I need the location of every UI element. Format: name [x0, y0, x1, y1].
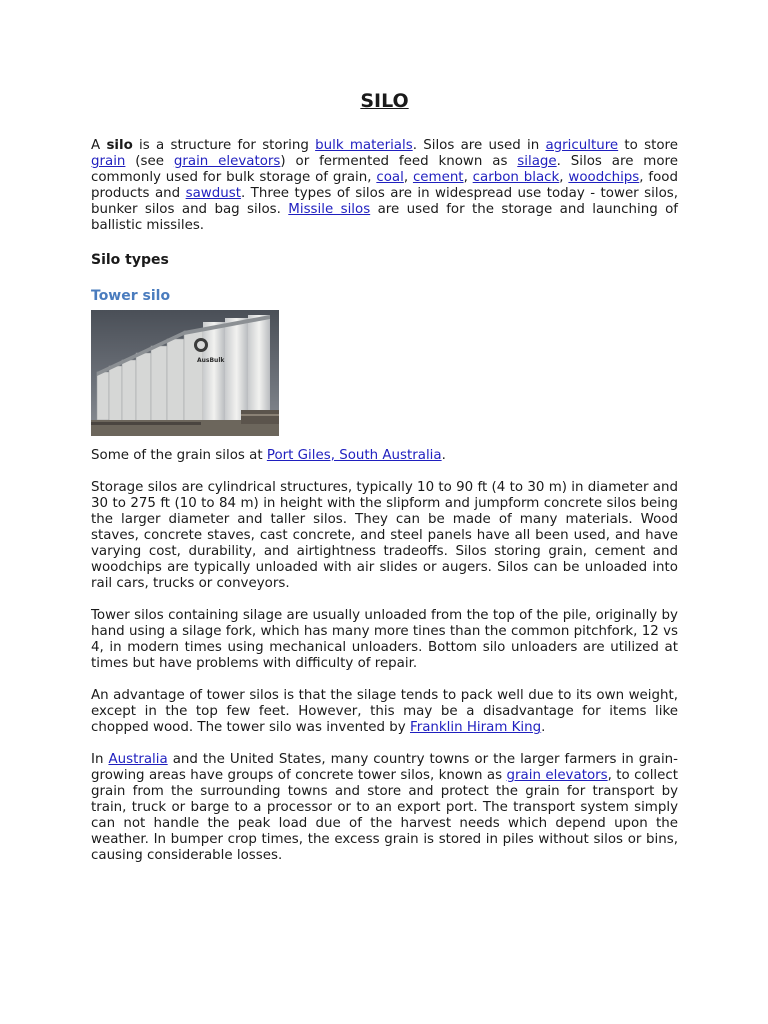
tower-silo-photo — [91, 310, 279, 436]
link-franklin-hiram-king[interactable]: Franklin Hiram King — [409, 720, 542, 735]
link-agriculture[interactable]: agriculture — [545, 138, 619, 153]
page-title: SILO — [360, 90, 409, 112]
document-page — [91, 86, 678, 880]
link-port-giles[interactable]: Port Giles, South Australia — [266, 448, 442, 463]
link-australia[interactable]: Australia — [108, 752, 168, 767]
silo-term: silo — [106, 138, 133, 153]
intro-paragraph: A silo is a structure for storing bulk materials. Silos are used in agriculture to store grain (see grain elevators) or fermented feed known as silage. Silos are more commonly used for bulk storage of grain, coal, cement, carbon black, woodchips, food products and sawdust. Three types of silos are in widespread use today - tower silos, bunker silos and bag silos. Missile silos are used for the storage and launching of ballistic missiles. — [91, 138, 678, 233]
link-silage[interactable]: silage — [517, 154, 557, 169]
australia-paragraph: In Australia and the United States, many country towns or the larger farmers in grain-growing areas have groups of concrete tower silos, known as grain elevators, to collect grain from the surrounding towns and store and protect the grain for transport by train, truck or barge to a processor or to an export port. The transport system simply can not handle the peak load due of the harvest needs which depend upon the weather. In bumper crop times, the excess grain is stored in piles without silos or bins, causing considerable losses. — [91, 752, 678, 863]
storage-silos-paragraph: Storage silos are cylindrical structures, typically 10 to 90 ft (4 to 30 m) in diameter and 30 to 275 ft (10 to 84 m) in height with the slipform and jumpform concrete silos being the larger diameter and taller silos. They can be made of many materials. Wood staves, concrete staves, cast concrete, and steel panels have all been used, and have varying cost, durability, and airtightness tradeoffs. Silos storing grain, cement and woodchips are typically unloaded with air slides or augers. Silos can be unloaded into rail cars, trucks or conveyors. — [91, 480, 678, 591]
photo-sign-text: AusBulk — [197, 357, 225, 364]
tower-silos-unloading-paragraph: Tower silos containing silage are usually unloaded from the top of the pile, originally by hand using a silage fork, which has many more tines than the common pitchfork, 12 vs 4, in modern times using mechanical unloaders. Bottom silo unloaders are utilized at times but have problems with difficulty of repair. — [91, 608, 678, 671]
link-coal[interactable]: coal — [376, 170, 404, 185]
link-missile-silos[interactable]: Missile silos — [288, 202, 371, 217]
link-bulk-materials[interactable]: bulk materials — [315, 138, 413, 153]
link-sawdust[interactable]: sawdust — [185, 186, 241, 201]
link-grain-elevators[interactable]: grain elevators — [173, 154, 281, 169]
link-grain[interactable]: grain — [91, 154, 126, 169]
link-woodchips[interactable]: woodchips — [568, 170, 640, 185]
link-cement[interactable]: cement — [412, 170, 464, 185]
section-heading: Silo types — [91, 252, 169, 268]
photo-caption: Some of the grain silos at Port Giles, South Australia. — [91, 448, 446, 463]
link-grain-elevators-2[interactable]: grain elevators — [506, 768, 608, 783]
subsection-heading: Tower silo — [91, 288, 171, 304]
link-carbon-black[interactable]: carbon black — [472, 170, 560, 185]
tower-silo-advantage-paragraph: An advantage of tower silos is that the silage tends to pack well due to its own weight, except in the top few feet. However, this may be a disadvantage for items like chopped wood. The tower silo was invented by Franklin Hiram King. — [91, 688, 678, 735]
